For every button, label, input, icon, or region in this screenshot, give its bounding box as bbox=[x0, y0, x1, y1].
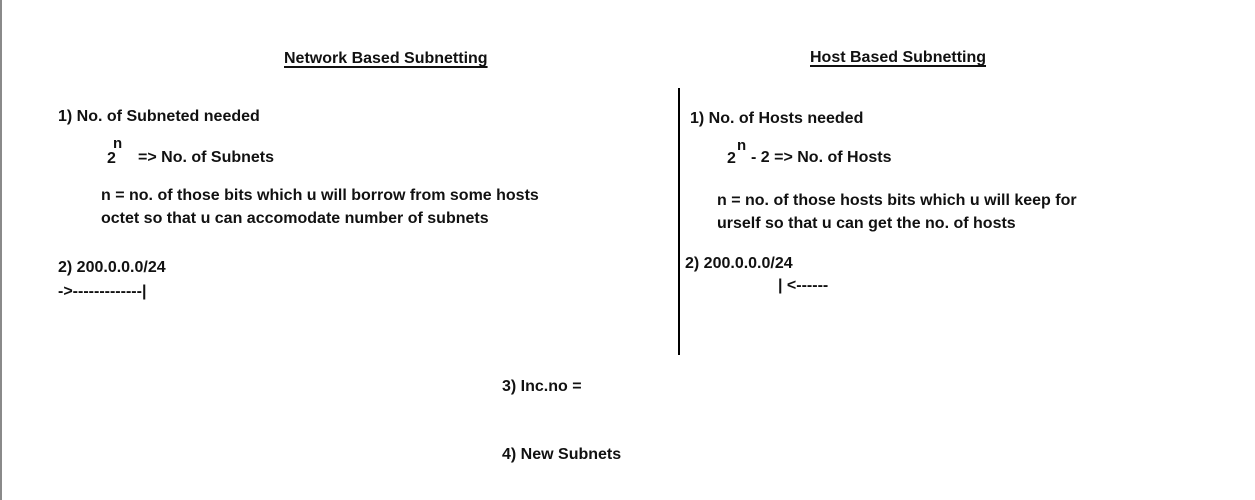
network-subnetting-heading: Network Based Subnetting bbox=[284, 50, 488, 67]
left-note-line1: n = no. of those bits which u will borrow from some hosts bbox=[101, 187, 539, 204]
column-divider bbox=[678, 88, 680, 355]
right-arrow: | <------ bbox=[778, 277, 829, 294]
right-formula-exponent: n bbox=[737, 137, 747, 154]
left-note-line2: octet so that u can accomodate number of subnets bbox=[101, 210, 489, 227]
left-formula-exponent: n bbox=[113, 135, 123, 152]
right-note-line1: n = no. of those hosts bits which u will keep for bbox=[717, 192, 1077, 209]
page-left-border bbox=[0, 0, 2, 500]
right-step2-address: 2) 200.0.0.0/24 bbox=[685, 255, 793, 272]
left-formula-base: 2 bbox=[107, 150, 116, 167]
right-step1-label: 1) No. of Hosts needed bbox=[690, 110, 864, 127]
right-formula-text: - 2 => No. of Hosts bbox=[751, 149, 892, 166]
left-arrow: ->-------------| bbox=[58, 283, 147, 300]
right-note-line2: urself so that u can get the no. of hosts bbox=[717, 215, 1016, 232]
right-formula-base: 2 bbox=[727, 150, 736, 167]
left-step2-address: 2) 200.0.0.0/24 bbox=[58, 259, 166, 276]
left-step1-label: 1) No. of Subneted needed bbox=[58, 108, 260, 125]
left-formula-text: => No. of Subnets bbox=[138, 149, 275, 166]
host-subnetting-heading: Host Based Subnetting bbox=[810, 49, 987, 66]
step3-increment: 3) Inc.no = bbox=[502, 378, 582, 395]
step4-new-subnets: 4) New Subnets bbox=[502, 446, 622, 463]
